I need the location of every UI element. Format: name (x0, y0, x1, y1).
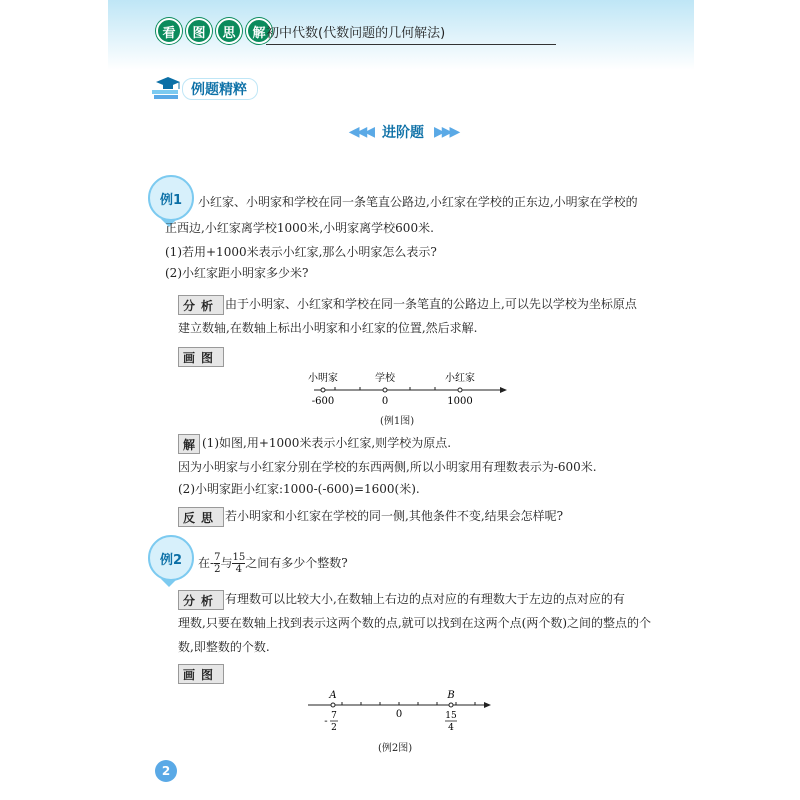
label-xiaoming: 小明家 (308, 373, 338, 384)
label-xiaohong: 小红家 (445, 373, 475, 384)
section-label: 例题精粹 (182, 78, 258, 100)
header-badges (156, 18, 272, 44)
label-school: 学校 (375, 373, 395, 384)
example-1-problem-line: (2)小红家距小明家多少米? (165, 266, 309, 280)
draw-label: 画图 (178, 664, 224, 684)
point-xiaohong (458, 388, 462, 392)
right-arrows-icon: ▶▶▶ (434, 124, 458, 140)
example-1-problem-line: 小红家、小明家和学校在同一条笔直公路边,小红家在学校的正东边,小明家在学校的 (198, 195, 638, 209)
example-1-analysis-line: 建立数轴,在数轴上标出小明家和小红家的位置,然后求解. (178, 321, 478, 335)
example-2-problem-suffix: 之间有多少个整数? (245, 556, 348, 570)
example-1-solution-line: (2)小明家距小红家:1000-(-600)=1600(米). (178, 482, 420, 496)
label-b: B (447, 690, 455, 701)
example-2-analysis-line: 有理数可以比较大小,在数轴上右边的点对应的有理数大于左边的点对应的有 (225, 592, 625, 606)
graduation-cap-icon (150, 74, 184, 102)
label-a-sign: - (324, 716, 328, 727)
label-b-num: 15 (445, 711, 457, 721)
analysis-label: 分析 (178, 295, 224, 315)
label-b-den: 4 (448, 723, 454, 733)
example-2-analysis-line: 理数,只要在数轴上找到表示这两个数的点,就可以找到在这两个点(两个数)之间的整点的个 (178, 616, 651, 630)
section-heading (150, 74, 260, 102)
point-a (331, 703, 335, 707)
example-1-badge: 例1 (148, 175, 194, 221)
example-2-badge-tail (161, 579, 177, 587)
subsection-title: 进阶题 (382, 125, 424, 141)
example-2-problem (198, 551, 348, 575)
tick-label-1000: 1000 (447, 396, 473, 407)
example-2-analysis-line: 数,即整数的个数. (178, 640, 270, 654)
point-b (449, 703, 453, 707)
page-number: 2 (155, 760, 177, 782)
page (108, 0, 694, 800)
header-badge: 思 (216, 18, 242, 44)
example-1-problem-line: 正西边,小红家离学校1000米,小明家离学校600米. (165, 221, 434, 235)
tick-label-0: 0 (395, 709, 403, 720)
example-1-reflect: 若小明家和小红家在学校的同一侧,其他条件不变,结果会怎样呢? (225, 509, 564, 523)
header-badge: 看 (156, 18, 182, 44)
reflect-label: 反思 (178, 507, 224, 527)
header-badge: 图 (186, 18, 212, 44)
header-title: 初中代数(代数问题的几何解法) (266, 26, 446, 41)
fraction-numerator: 7 (214, 552, 221, 563)
example-1-analysis-line: 由于小明家、小红家和学校在同一条笔直的公路边上,可以先以学校为坐标原点 (225, 297, 637, 311)
label-a-den: 2 (331, 723, 337, 733)
example-1-solution-line: (1)如图,用+1000米表示小红家,则学校为原点. (202, 436, 452, 450)
point-school (383, 388, 387, 392)
figure-2-caption: (例2图) (378, 743, 413, 754)
solution-label: 解 (178, 434, 200, 454)
point-xiaoming (321, 388, 325, 392)
fraction-numerator: 15 (232, 552, 246, 563)
number-line-1 (308, 368, 513, 408)
fraction-15-over-4 (232, 552, 245, 575)
example-2-badge: 例2 (148, 535, 194, 581)
example-1-problem-line: (1)若用+1000米表示小红家,那么小明家怎么表示? (165, 245, 437, 259)
label-a-num: 7 (331, 711, 337, 721)
header-badge: 解 (246, 18, 272, 44)
header-title-rule (266, 22, 556, 45)
subsection-heading (338, 122, 468, 142)
number-line-2 (304, 688, 499, 736)
draw-label: 画图 (178, 347, 224, 367)
example-2-problem-prefix: 在- (198, 556, 215, 570)
fraction-denominator: 2 (214, 564, 221, 575)
figure-1-caption: (例1图) (380, 416, 415, 427)
example-2-problem-mid: 与 (220, 556, 233, 570)
fraction-denominator: 4 (235, 564, 242, 575)
left-arrows-icon: ◀◀◀ (348, 124, 372, 140)
tick-label-neg600: -600 (311, 396, 335, 407)
example-1-solution-line: 因为小明家与小红家分别在学校的东西两侧,所以小明家用有理数表示为-600米. (178, 460, 597, 474)
label-a: A (329, 690, 337, 701)
analysis-label: 分析 (178, 590, 224, 610)
tick-label-0: 0 (381, 396, 389, 407)
